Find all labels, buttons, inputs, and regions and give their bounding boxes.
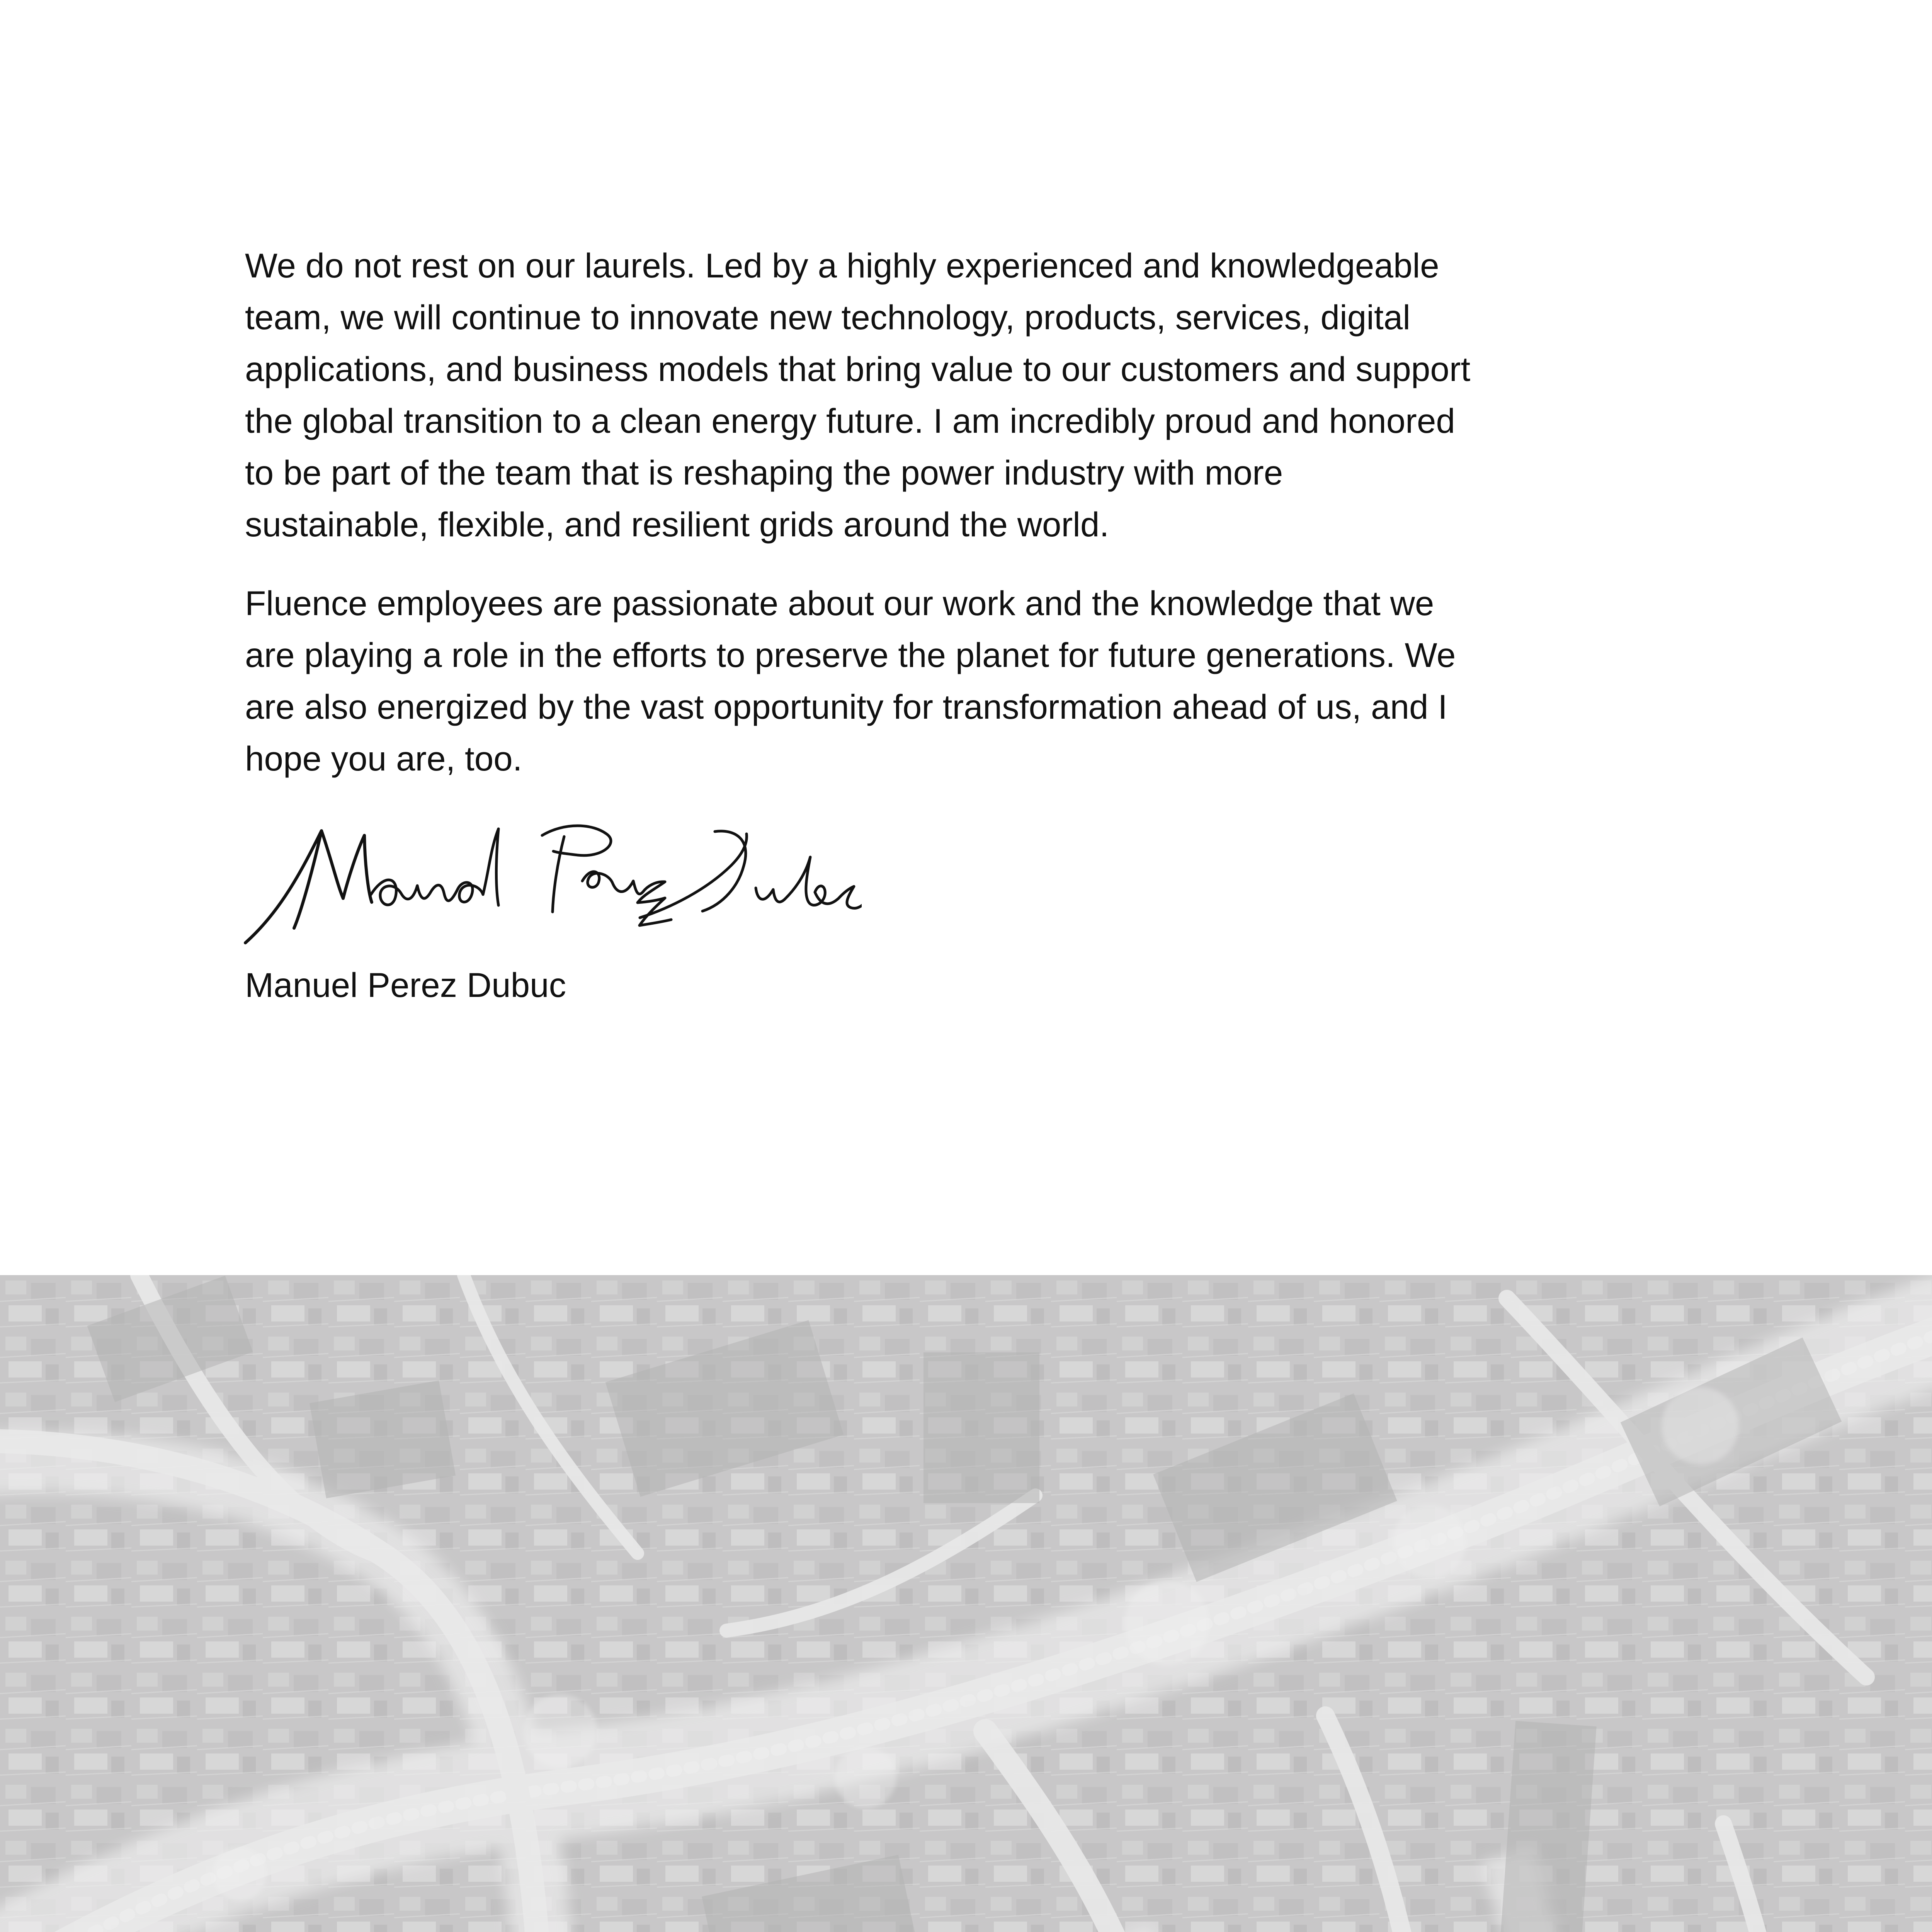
letter-paragraph-2: Fluence employees are passionate about our work and the knowledge that we are playing a role in the efforts to preserve the planet for future generations. We are also energized by the vast opportunity for transformation ahead of us, and I hope you are, too. (245, 584, 1456, 778)
letter-body (245, 240, 1474, 811)
aerial-city-photo (0, 1275, 1932, 1932)
signer-name: Manuel Perez Dubuc (245, 966, 566, 1004)
letter-paragraph-1: We do not rest on our laurels. Led by a highly experienced and knowledgeable team, we will continue to innovate new technology, products, services, digital applications, and business models that bring value to our customers and support the global transition to a clean energy future. I am incredibly proud and honored to be part of the team that is reshaping the power industry with more sustainable, flexible, and resilient grids around the world. (245, 246, 1471, 544)
handwritten-signature (236, 815, 862, 954)
